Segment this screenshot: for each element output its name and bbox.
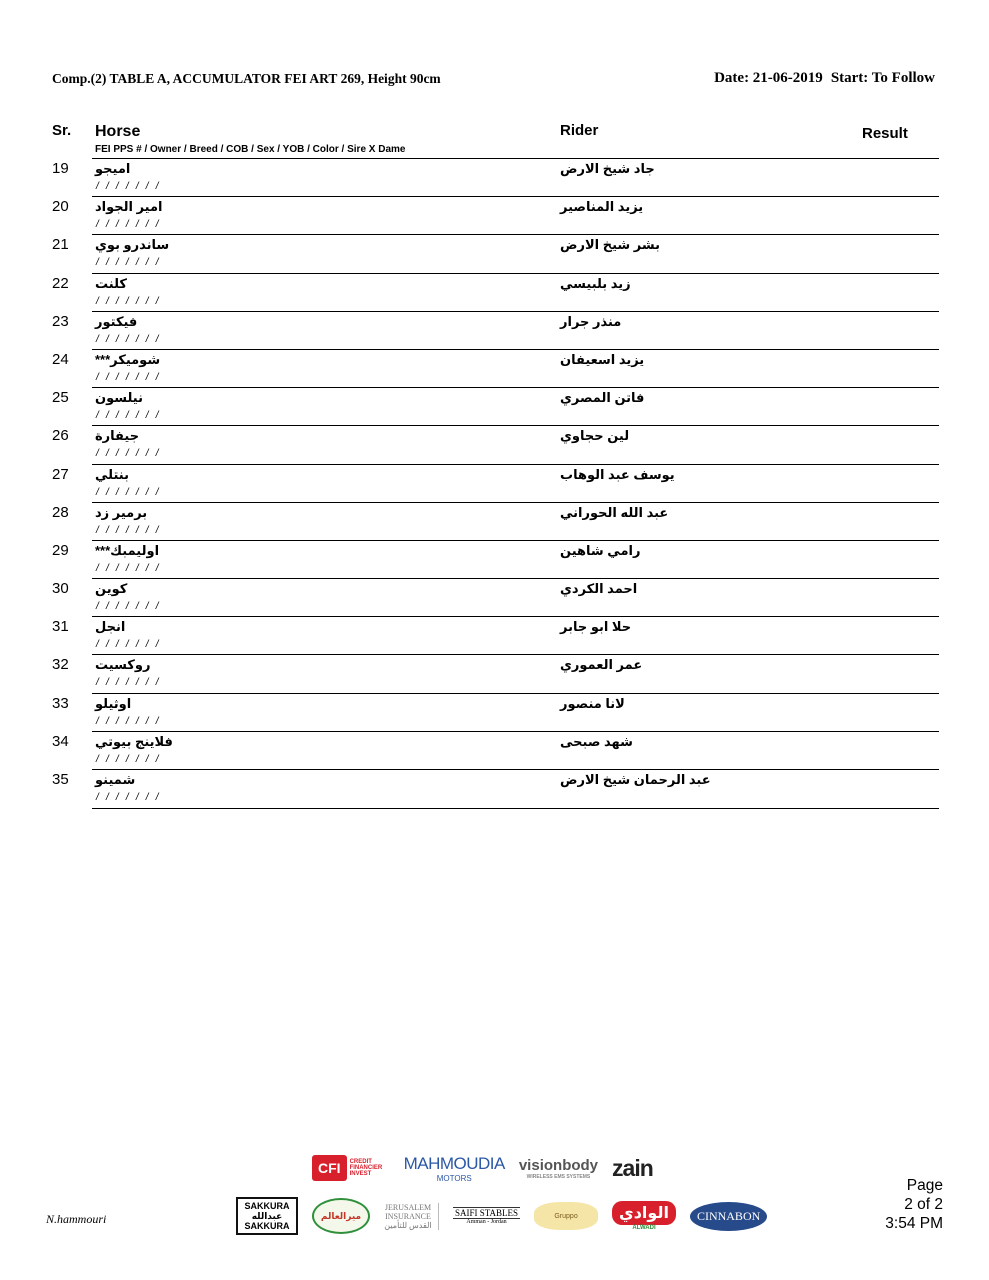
rider-name: عبد الله الحوراني — [560, 504, 669, 520]
gruppo-logo: Gruppo — [534, 1202, 598, 1230]
entry-number: 24 — [52, 350, 69, 368]
horse-detail: / / / / / / / — [96, 410, 161, 422]
entry-number: 28 — [52, 503, 69, 521]
col-header-result: Result — [862, 125, 908, 142]
col-header-sr: Sr. — [52, 122, 72, 139]
col-header-rider: Rider — [560, 122, 599, 139]
table-row — [52, 387, 939, 425]
rider-name: فاتن المصري — [560, 390, 645, 406]
entry-number: 29 — [52, 541, 69, 559]
horse-detail: / / / / / / / — [96, 257, 161, 269]
zain-logo: zain — [612, 1154, 653, 1181]
rider-name: جاد شيخ الارض — [560, 161, 655, 176]
table-row — [52, 311, 939, 349]
table-row — [52, 464, 939, 502]
horse-detail: / / / / / / / — [96, 333, 161, 345]
start-text: Start: To Follow — [830, 70, 935, 86]
alwadi-logo: الوادي ALWADI — [612, 1201, 676, 1231]
table-row — [52, 502, 939, 540]
horse-detail: / / / / / / / — [96, 524, 161, 536]
table-row — [52, 769, 939, 809]
table-row — [52, 540, 939, 578]
rider-name: يزيد المناصير — [560, 199, 644, 215]
horse-detail: / / / / / / / — [96, 639, 161, 651]
horse-name: شمينو — [95, 772, 136, 787]
rider-name: احمد الكردي — [560, 581, 638, 597]
table-row — [52, 731, 939, 769]
rider-name: عبد الرحمان شيخ الارض — [560, 772, 711, 787]
visionbody-logo: visionbody WIRELESS EMS SYSTEMS — [518, 1156, 599, 1180]
horse-name: نيلسون — [95, 390, 143, 406]
cfi-logo: CFI CREDIT FINANCIER INVEST — [312, 1155, 390, 1181]
entry-number: 31 — [52, 618, 69, 636]
entry-number: 35 — [52, 771, 69, 788]
horse-name: بنتلي — [95, 466, 129, 482]
date-start — [714, 70, 935, 87]
table-row — [52, 349, 939, 387]
signature: N.hammouri — [46, 1212, 107, 1226]
rider-name: حلا ابو جابر — [560, 619, 632, 635]
table-row — [52, 158, 939, 196]
entry-number: 30 — [52, 580, 69, 598]
table-row — [52, 654, 939, 692]
green-round-logo: ميرالعالم — [312, 1198, 370, 1234]
horse-name: برمير زد — [95, 504, 148, 520]
competition-title: Comp.(2) TABLE A, ACCUMULATOR FEI ART 269, Height 90cm — [52, 71, 441, 86]
saifi-stables-logo: SAIFI STABLES Amman - Jordan — [455, 1208, 519, 1225]
table-row — [52, 273, 939, 311]
horse-detail: / / / / / / / — [96, 715, 161, 727]
mahmoudia-logo: MAHMOUDIA MOTORS — [403, 1153, 505, 1183]
table-row — [52, 234, 939, 272]
horse-name: كلنت — [95, 275, 127, 291]
table-row — [52, 425, 939, 463]
horse-detail: / / / / / / / — [96, 448, 161, 460]
horse-name: ساندرو بوي — [95, 237, 170, 253]
cinnabon-logo: CINNABON — [690, 1202, 767, 1231]
sakkura-logo: SAKKURA عبدالله SAKKURA — [236, 1197, 298, 1235]
table-row — [52, 578, 939, 616]
horse-name: انجل — [95, 619, 126, 635]
horse-name: اميجو — [95, 161, 131, 176]
table-row — [52, 196, 939, 234]
print-time: 3:54 PM — [885, 1215, 943, 1232]
horse-detail: / / / / / / / — [96, 562, 161, 574]
entry-number: 22 — [52, 274, 69, 292]
entry-number: 25 — [52, 389, 69, 407]
horse-detail: / / / / / / / — [96, 371, 161, 383]
start-list — [0, 158, 989, 809]
entry-number: 26 — [52, 427, 69, 445]
entry-number: 34 — [52, 732, 69, 750]
horse-name: شوميكر*** — [95, 351, 161, 367]
horse-detail: / / / / / / / — [96, 295, 161, 307]
entry-number: 27 — [52, 465, 69, 483]
horse-detail: / / / / / / / — [96, 792, 161, 803]
horse-name: فيكتور — [95, 313, 138, 329]
col-header-horse: Horse — [95, 123, 141, 140]
date-text: Date: 21-06-2019 — [714, 70, 823, 86]
horse-name: فلاينج بيوتي — [95, 733, 173, 749]
horse-name: اوثيلو — [95, 695, 132, 711]
jerusalem-insurance-logo: JERUSALEM INSURANCE القدس للتأمين — [384, 1203, 439, 1230]
entry-number: 19 — [52, 160, 69, 177]
rider-name: رامي شاهين — [560, 542, 641, 558]
rider-name: لانا منصور — [560, 695, 625, 711]
col-header-horse-detail: FEI PPS # / Owner / Breed / COB / Sex / YOB / Color / Sire X Dame — [95, 144, 406, 155]
sponsor-logos — [230, 1148, 770, 1236]
page-label: Page — [906, 1177, 943, 1194]
horse-detail: / / / / / / / — [96, 181, 161, 192]
rider-name: شهد صبحى — [560, 733, 633, 749]
entry-number: 33 — [52, 694, 69, 712]
rider-name: منذر جرار — [560, 313, 622, 329]
rider-name: زيد بلبيسي — [560, 275, 631, 291]
horse-detail: / / / / / / / — [96, 486, 161, 498]
rider-name: يوسف عبد الوهاب — [560, 466, 675, 482]
entry-number: 21 — [52, 236, 69, 254]
page-indicator — [885, 1176, 943, 1233]
rider-name: لين حجاوي — [560, 428, 630, 444]
table-row — [52, 616, 939, 654]
horse-name: جيفارة — [95, 428, 140, 444]
horse-detail: / / / / / / / — [96, 219, 161, 231]
rider-name: بشر شيخ الارض — [560, 237, 660, 253]
entry-number: 23 — [52, 312, 69, 330]
page-count: 2 of 2 — [904, 1196, 943, 1213]
horse-name: روكسيت — [95, 657, 151, 673]
rider-name: يزيد اسعيفان — [560, 351, 645, 367]
rider-name: عمر العموري — [560, 657, 643, 673]
entry-number: 20 — [52, 198, 69, 216]
horse-detail: / / / / / / / — [96, 677, 161, 689]
table-row — [52, 693, 939, 731]
horse-detail: / / / / / / / — [96, 601, 161, 613]
horse-name: كوين — [95, 581, 128, 597]
horse-detail: / / / / / / / — [96, 753, 161, 765]
horse-name: امير الجواد — [95, 199, 163, 215]
entry-number: 32 — [52, 656, 69, 674]
horse-name: اوليمبك*** — [95, 542, 160, 558]
